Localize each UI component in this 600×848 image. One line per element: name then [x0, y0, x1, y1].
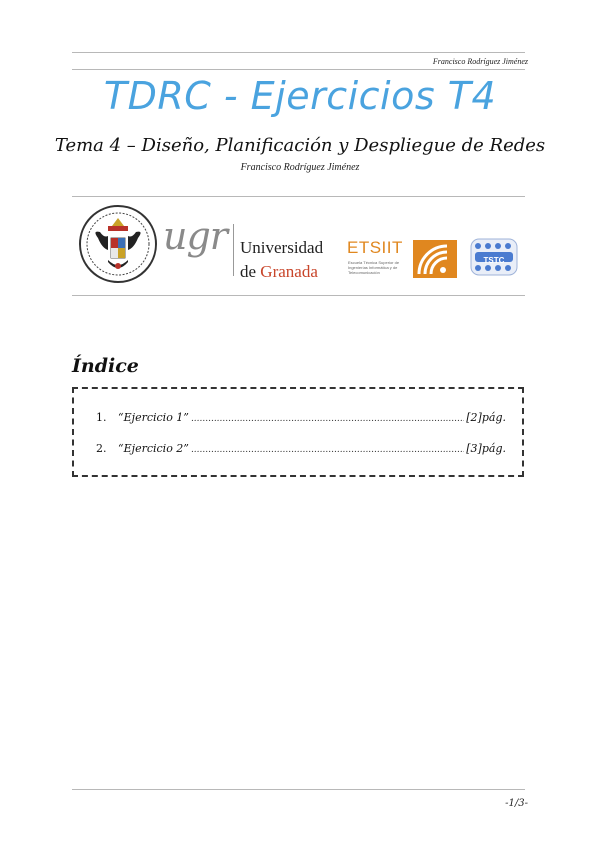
toc-entry[interactable]: [96, 411, 506, 424]
etsiit-wave-icon: [413, 240, 457, 278]
toc-entry-page: [2]pág.: [466, 411, 506, 424]
etsiit-logo: [347, 238, 462, 282]
subtitle-author: Francisco Rodríguez Jiménez: [240, 162, 360, 173]
toc-entry[interactable]: [96, 442, 506, 455]
logos-banner: [72, 202, 525, 288]
toc-leader-dots: [191, 411, 464, 424]
tstc-label: TSTC: [483, 256, 505, 265]
toc-entry-number: 1.: [96, 411, 107, 424]
header-author: Francisco Rodríguez Jiménez: [432, 57, 528, 66]
page-number: -1/3-: [505, 798, 528, 809]
etsiit-wordmark: ETSIIT: [347, 238, 403, 257]
ugr-logo-mark: ugr: [163, 214, 227, 258]
ugr-name-accent: Granada: [260, 262, 318, 281]
logos-rule-bottom: [72, 295, 525, 296]
index-title: Índice: [72, 355, 139, 377]
logo-separator: [233, 224, 234, 276]
header-rule-bottom: [72, 69, 525, 70]
toc-entry-label[interactable]: “Ejercicio 2”: [118, 442, 189, 455]
ugr-name-line1: Universidad: [240, 238, 324, 257]
toc-leader-dots: [191, 442, 464, 455]
footer-rule: [72, 789, 525, 790]
document-subtitle: Tema 4 – Diseño, Planificación y Despliegue de Redes: [54, 135, 546, 156]
ugr-name-prefix: de: [240, 262, 261, 281]
etsiit-subtitle: Escuela Técnica Superior de Ingenierías Informática y de Telecomunicación: [348, 260, 400, 275]
logos-rule-top: [72, 196, 525, 197]
toc-entry-number: 2.: [96, 442, 107, 455]
table-of-contents: [72, 387, 524, 477]
document-title: TDRC - Ejercicios T4: [103, 74, 497, 118]
university-seal-icon: [78, 204, 158, 284]
toc-entry-page: [3]pág.: [466, 442, 506, 455]
ugr-name-line2: [240, 262, 318, 282]
toc-entry-label[interactable]: “Ejercicio 1”: [118, 411, 189, 424]
header-rule-top: [72, 52, 525, 53]
